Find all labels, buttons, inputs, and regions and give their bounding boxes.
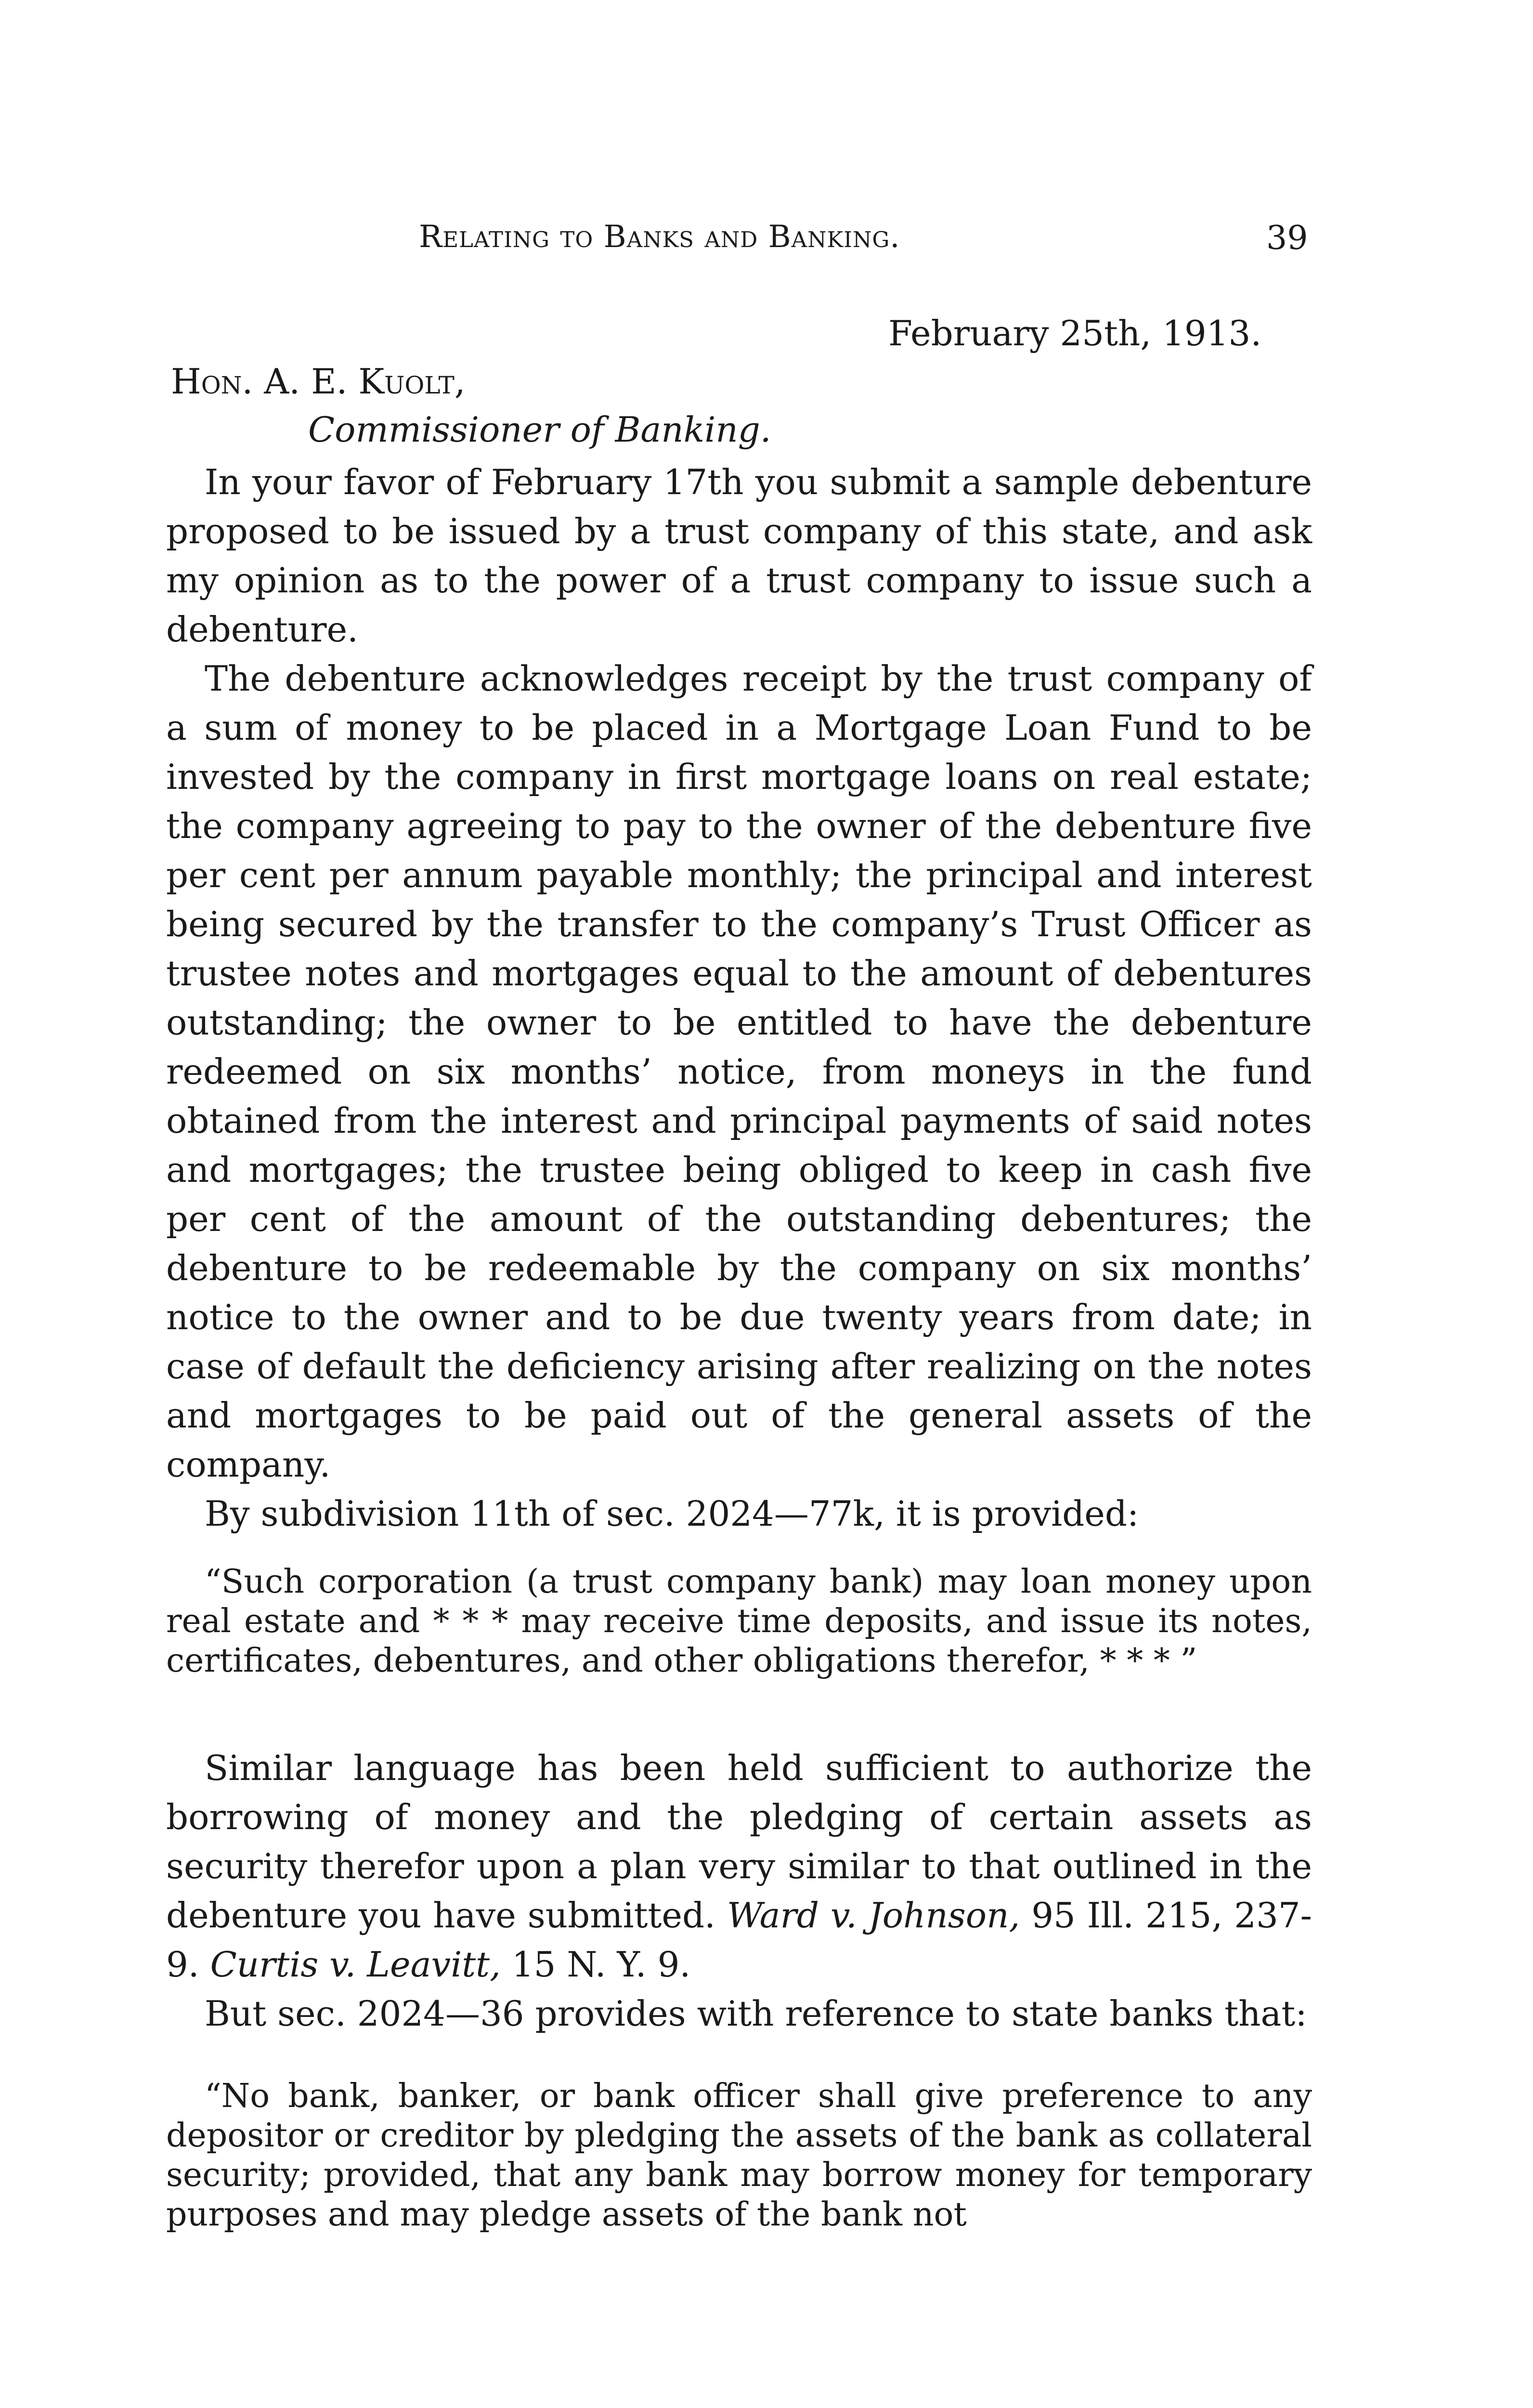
case-citation: 95 Ill. 215, 237-9.: [166, 1895, 1312, 1985]
case-name: Curtis v. Leavitt,: [210, 1944, 501, 1985]
paragraph-text: Similar language has been held sufficient to authorize the borrowing of money and the pledging of certain assets as security therefor upon a plan very similar to that outlined in the debenture you have submitted.: [166, 1748, 1312, 1936]
addressee-title: Commissioner of Banking.: [308, 409, 771, 450]
letter-addressee: Hon. A. E. Kuolt,: [171, 361, 466, 402]
running-title: Relating to Banks and Banking.: [419, 219, 900, 255]
paragraph: By subdivision 11th of sec. 2024—77k, it is provided:: [205, 1493, 1139, 1534]
letter-date: February 25th, 1913.: [888, 313, 1262, 353]
case-citation: 15 N. Y. 9.: [511, 1944, 691, 1985]
letter-body: [166, 458, 1312, 2235]
page-number: 39: [1266, 219, 1308, 257]
paragraph: [166, 1743, 1312, 1989]
paragraph: The debenture acknowledges receipt by the trust company of a sum of money to be placed in a Mortgage Loan Fund to be invested by the company in first mortgage loans on real estate; the company agreeing to pay to the owner of the debenture five per cent per annum payable monthly; the principal and interest being secured by the transfer to the company’s Trust Officer as trustee notes and mortgages equal to the amount of debentures outstanding; the owner to be entitled to have the debenture redeemed on six months’ notice, from moneys in the fund obtained from the interest and principal payments of said notes and mortgages; the trustee being obliged to keep in cash five per cent of the amount of the outstanding debentures; the debenture to be redeemable by the company on six months’ notice to the owner and to be due twenty years from date; in case of default the deficiency arising after realizing on the notes and mortgages to be paid out of the general assets of the company.: [166, 658, 1312, 1485]
paragraph: But sec. 2024—36 provides with reference to state banks that:: [205, 1993, 1307, 2034]
case-name: Ward v. Johnson,: [727, 1895, 1020, 1936]
block-quote: “No bank, banker, or bank officer shall give preference to any depositor or creditor by pledging the assets of the bank as collateral security; provided, that any bank may borrow money for temporary purposes and may pledge assets of the bank not: [166, 2077, 1312, 2234]
paragraph: In your favor of February 17th you submit a sample debenture proposed to be issued by a trust company of this state, and ask my opinion as to the power of a trust company to issue such a debenture.: [166, 462, 1312, 650]
block-quote: “Such corporation (a trust company bank) may loan money upon real estate and * * * may receive time deposits, and issue its notes, certificates, debentures, and other obligations therefor, * * * ”: [166, 1563, 1312, 1680]
